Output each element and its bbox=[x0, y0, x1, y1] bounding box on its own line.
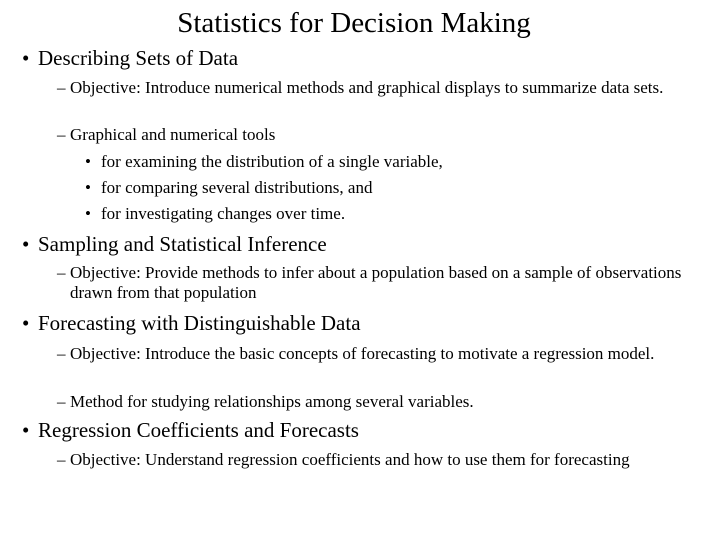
bullet-icon: • bbox=[22, 46, 30, 70]
section-heading: • Sampling and Statistical Inference bbox=[22, 232, 327, 256]
list-item: – Objective: Provide methods to infer about a population based on a sample of observations drawn from that population bbox=[57, 263, 682, 302]
bullet-icon: • bbox=[85, 204, 91, 223]
section-heading: • Describing Sets of Data bbox=[22, 46, 239, 70]
sub-list-item: • for comparing several distributions, and bbox=[85, 178, 373, 197]
bullet-icon: • bbox=[22, 311, 30, 335]
list-item: – Graphical and numerical tools bbox=[57, 125, 276, 144]
bullet-icon: • bbox=[22, 232, 30, 256]
dash-icon: – bbox=[57, 78, 66, 97]
dash-icon: – bbox=[57, 450, 66, 469]
dash-icon: – bbox=[57, 344, 66, 363]
bullet-icon: • bbox=[85, 152, 91, 171]
list-item: – Objective: Introduce numerical methods and graphical displays to summarize data sets. bbox=[57, 78, 664, 97]
bullet-icon: • bbox=[85, 178, 91, 197]
slide-title: Statistics for Decision Making bbox=[177, 7, 531, 39]
section-heading: • Forecasting with Distinguishable Data bbox=[22, 311, 361, 335]
section-heading: • Regression Coefficients and Forecasts bbox=[22, 418, 359, 442]
list-item: – Objective: Understand regression coefficients and how to use them for forecasting bbox=[57, 450, 630, 469]
bullet-icon: • bbox=[22, 418, 30, 442]
list-item: – Objective: Introduce the basic concepts of forecasting to motivate a regression model. bbox=[57, 344, 655, 363]
sub-list-item: • for examining the distribution of a single variable, bbox=[85, 152, 443, 171]
dash-icon: – bbox=[57, 263, 66, 282]
list-item: – Method for studying relationships among several variables. bbox=[57, 392, 474, 411]
dash-icon: – bbox=[57, 392, 66, 411]
dash-icon: – bbox=[57, 125, 66, 144]
sub-list-item: • for investigating changes over time. bbox=[85, 204, 346, 223]
